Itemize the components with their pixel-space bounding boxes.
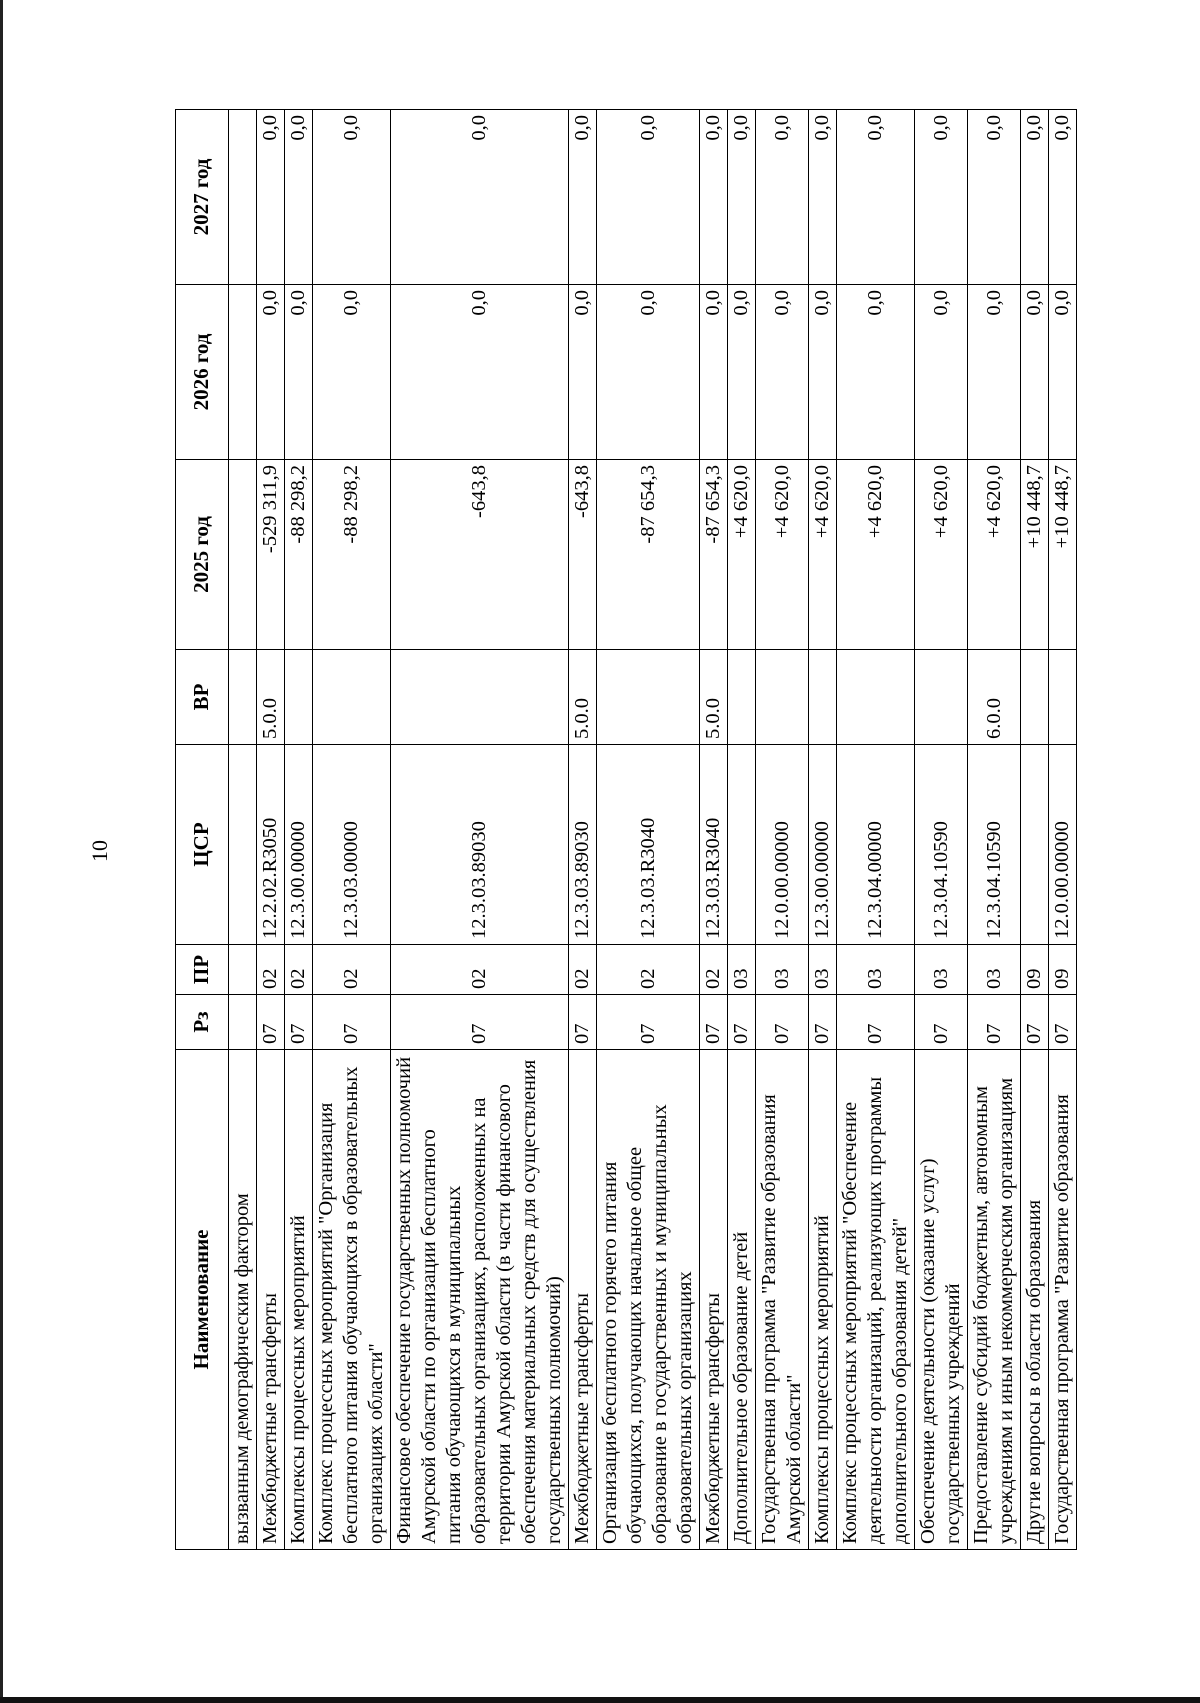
cell-csr: 12.0.00.00000	[1049, 745, 1077, 945]
cell-csr: 12.3.03.89030	[391, 745, 569, 945]
rotated-table-container	[175, 110, 1085, 1550]
scan-edge	[0, 0, 3, 1703]
cell-2025: -87 654,3	[597, 460, 700, 650]
cell-csr: 12.3.03.00000	[313, 745, 391, 945]
cell-name: Финансовое обеспечение государственных полномочий Амурской области по организации бесплатного питания обучающихся в муниципальных образовательных организациях, расположенных на территории Амурской области (в части финансового обеспечения материальных средств для осуществления государственных полномочий)	[391, 1050, 569, 1550]
cell-2025	[229, 460, 257, 650]
cell-rz: 07	[391, 995, 569, 1050]
cell-vr: 5.0.0	[257, 650, 285, 745]
cell-2027: 0,0	[313, 110, 391, 285]
cell-vr	[728, 650, 756, 745]
cell-rz: 07	[257, 995, 285, 1050]
cell-rz: 07	[569, 995, 597, 1050]
column-header: 2025 год	[176, 460, 229, 650]
table-row	[285, 110, 313, 1550]
table-row	[257, 110, 285, 1550]
cell-pr: 02	[313, 945, 391, 995]
cell-rz: 07	[915, 995, 968, 1050]
cell-2026: 0,0	[837, 285, 915, 460]
cell-2027: 0,0	[809, 110, 837, 285]
cell-rz: 07	[1021, 995, 1049, 1050]
column-header: Наименование	[176, 1050, 229, 1550]
cell-name: вызванным демографическим фактором	[229, 1050, 257, 1550]
cell-name: Государственная программа "Развитие образования Амурской области"	[756, 1050, 809, 1550]
column-header: ВР	[176, 650, 229, 745]
cell-2027: 0,0	[569, 110, 597, 285]
cell-pr: 02	[391, 945, 569, 995]
cell-rz: 07	[597, 995, 700, 1050]
cell-vr	[285, 650, 313, 745]
cell-rz: 07	[285, 995, 313, 1050]
cell-pr: 03	[968, 945, 1021, 995]
cell-rz: 07	[756, 995, 809, 1050]
cell-pr: 02	[569, 945, 597, 995]
table-row	[700, 110, 728, 1550]
cell-2025: +4 620,0	[809, 460, 837, 650]
cell-rz: 07	[809, 995, 837, 1050]
cell-2026: 0,0	[1049, 285, 1077, 460]
cell-2026: 0,0	[1021, 285, 1049, 460]
cell-2026: 0,0	[569, 285, 597, 460]
cell-2026: 0,0	[756, 285, 809, 460]
cell-2027: 0,0	[968, 110, 1021, 285]
cell-vr	[809, 650, 837, 745]
cell-2025: -643,8	[569, 460, 597, 650]
cell-name: Обеспечение деятельности (оказание услуг) государственных учреждений	[915, 1050, 968, 1550]
cell-rz: 07	[313, 995, 391, 1050]
cell-csr: 12.2.02.R3050	[257, 745, 285, 945]
cell-csr: 12.3.00.00000	[809, 745, 837, 945]
cell-pr: 03	[809, 945, 837, 995]
table-row	[968, 110, 1021, 1550]
cell-rz: 07	[968, 995, 1021, 1050]
cell-rz: 07	[700, 995, 728, 1050]
cell-2026: 0,0	[285, 285, 313, 460]
cell-2027: 0,0	[391, 110, 569, 285]
cell-pr: 09	[1021, 945, 1049, 995]
column-header: 2026 год	[176, 285, 229, 460]
cell-pr: 03	[728, 945, 756, 995]
cell-2027: 0,0	[1021, 110, 1049, 285]
page-number: 10	[87, 840, 112, 862]
cell-pr	[229, 945, 257, 995]
cell-2026	[229, 285, 257, 460]
column-header: Рз	[176, 995, 229, 1050]
cell-vr	[915, 650, 968, 745]
cell-rz: 07	[1049, 995, 1077, 1050]
cell-2025: +10 448,7	[1021, 460, 1049, 650]
cell-vr	[391, 650, 569, 745]
scan-edge	[0, 1697, 1200, 1703]
cell-2026: 0,0	[968, 285, 1021, 460]
cell-vr: 5.0.0	[700, 650, 728, 745]
cell-name: Другие вопросы в области образования	[1021, 1050, 1049, 1550]
cell-pr: 03	[837, 945, 915, 995]
cell-csr	[1021, 745, 1049, 945]
cell-pr: 02	[700, 945, 728, 995]
cell-vr	[597, 650, 700, 745]
cell-2027: 0,0	[257, 110, 285, 285]
table-row	[728, 110, 756, 1550]
cell-2026: 0,0	[915, 285, 968, 460]
cell-name: Комплексы процессных мероприятий	[285, 1050, 313, 1550]
table-row	[313, 110, 391, 1550]
table-row	[229, 110, 257, 1550]
cell-name: Комплекс процессных мероприятий "Организация бесплатного питания обучающихся в образовательных организациях области"	[313, 1050, 391, 1550]
cell-2026: 0,0	[257, 285, 285, 460]
cell-2025: -529 311,9	[257, 460, 285, 650]
cell-name: Предоставление субсидий бюджетным, автономным учреждениям и иным некоммерческим организациям	[968, 1050, 1021, 1550]
cell-rz: 07	[728, 995, 756, 1050]
cell-csr: 12.3.03.89030	[569, 745, 597, 945]
cell-csr	[229, 745, 257, 945]
cell-2027: 0,0	[1049, 110, 1077, 285]
cell-2025: -88 298,2	[313, 460, 391, 650]
cell-name: Комплекс процессных мероприятий "Обеспечение деятельности организаций, реализующих программы дополнительного образования детей"	[837, 1050, 915, 1550]
cell-csr: 12.3.04.10590	[968, 745, 1021, 945]
cell-2027	[229, 110, 257, 285]
cell-pr: 02	[597, 945, 700, 995]
cell-2026: 0,0	[391, 285, 569, 460]
column-header: ПР	[176, 945, 229, 995]
cell-csr	[728, 745, 756, 945]
cell-2025: -643,8	[391, 460, 569, 650]
cell-name: Государственная программа "Развитие образования	[1049, 1050, 1077, 1550]
cell-csr: 12.0.00.00000	[756, 745, 809, 945]
cell-2027: 0,0	[756, 110, 809, 285]
cell-2026: 0,0	[597, 285, 700, 460]
cell-csr: 12.3.03.R3040	[700, 745, 728, 945]
cell-2027: 0,0	[597, 110, 700, 285]
table-row	[915, 110, 968, 1550]
table-row	[391, 110, 569, 1550]
cell-vr: 5.0.0	[569, 650, 597, 745]
cell-csr: 12.3.04.10590	[915, 745, 968, 945]
table-row	[1021, 110, 1049, 1550]
cell-2026: 0,0	[809, 285, 837, 460]
cell-vr	[1021, 650, 1049, 745]
cell-name: Межбюджетные трансферты	[700, 1050, 728, 1550]
table-header-row	[176, 110, 229, 1550]
table-row	[756, 110, 809, 1550]
cell-vr	[837, 650, 915, 745]
cell-2027: 0,0	[700, 110, 728, 285]
cell-vr	[229, 650, 257, 745]
budget-table	[175, 109, 1077, 1550]
cell-rz: 07	[837, 995, 915, 1050]
table-row	[597, 110, 700, 1550]
cell-name: Организация бесплатного горячего питания обучающихся, получающих начальное общее образование в государственных и муниципальных образовательных организациях	[597, 1050, 700, 1550]
cell-2025: +4 620,0	[728, 460, 756, 650]
cell-rz	[229, 995, 257, 1050]
cell-2025: +10 448,7	[1049, 460, 1077, 650]
cell-csr: 12.3.04.00000	[837, 745, 915, 945]
cell-csr: 12.3.03.R3040	[597, 745, 700, 945]
cell-pr: 02	[257, 945, 285, 995]
cell-2027: 0,0	[915, 110, 968, 285]
cell-name: Дополнительное образование детей	[728, 1050, 756, 1550]
cell-name: Комплексы процессных мероприятий	[809, 1050, 837, 1550]
cell-2025: -87 654,3	[700, 460, 728, 650]
table-row	[837, 110, 915, 1550]
cell-pr: 03	[756, 945, 809, 995]
cell-vr: 6.0.0	[968, 650, 1021, 745]
cell-2025: -88 298,2	[285, 460, 313, 650]
cell-2027: 0,0	[728, 110, 756, 285]
cell-2026: 0,0	[728, 285, 756, 460]
cell-vr	[756, 650, 809, 745]
cell-2025: +4 620,0	[756, 460, 809, 650]
cell-2025: +4 620,0	[968, 460, 1021, 650]
cell-csr: 12.3.00.00000	[285, 745, 313, 945]
cell-2025: +4 620,0	[837, 460, 915, 650]
cell-2025: +4 620,0	[915, 460, 968, 650]
cell-name: Межбюджетные трансферты	[569, 1050, 597, 1550]
table-row	[569, 110, 597, 1550]
cell-vr	[1049, 650, 1077, 745]
column-header: ЦСР	[176, 745, 229, 945]
cell-2027: 0,0	[837, 110, 915, 285]
cell-vr	[313, 650, 391, 745]
column-header: 2027 год	[176, 110, 229, 285]
cell-pr: 02	[285, 945, 313, 995]
cell-pr: 09	[1049, 945, 1077, 995]
table-row	[1049, 110, 1077, 1550]
cell-2026: 0,0	[700, 285, 728, 460]
table-row	[809, 110, 837, 1550]
cell-2027: 0,0	[285, 110, 313, 285]
cell-name: Межбюджетные трансферты	[257, 1050, 285, 1550]
cell-2026: 0,0	[313, 285, 391, 460]
cell-pr: 03	[915, 945, 968, 995]
